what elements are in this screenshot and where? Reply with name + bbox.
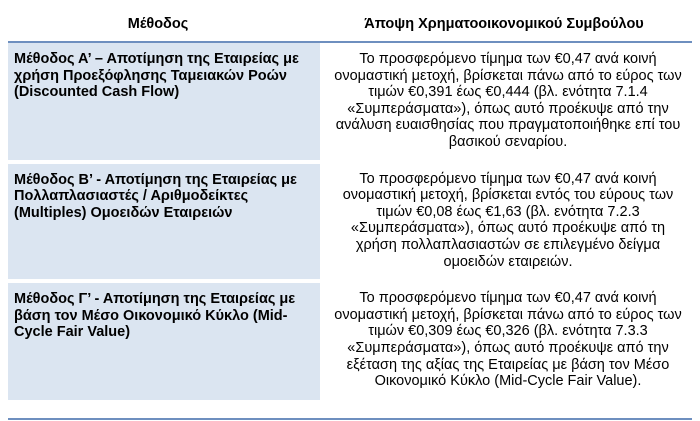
- table-header: [0, 0, 700, 42]
- table-row: [8, 281, 692, 401]
- table-bottom-divider: [8, 418, 692, 420]
- method-c-cell: Μέθοδος Γ’ - Αποτίμηση της Εταιρείας με βάση τον Μέσο Οικονομικό Κύκλο (Mid-Cycle Fair Value): [8, 281, 322, 401]
- valuation-methods-table: [8, 43, 692, 402]
- method-b-cell: Μέθοδος Β’ - Αποτίμηση της Εταιρείας με Πολλαπλασιαστές / Αριθμοδείκτες (Multiples) Ομοειδών Εταιρειών: [8, 162, 322, 282]
- method-a-opinion-cell: Το προσφερόμενο τίμημα των €0,47 ανά κοινή ονομαστική μετοχή, βρίσκεται πάνω από το εύρος των τιμών €0,391 έως €0,444 (βλ. ενότητα 7.1.4 «Συμπεράσματα»), όπως αυτό προέκυψε από την ανάλυση ευαισθησίας που πραγματοποιήθηκε επί του βασικού σεναρίου.: [322, 43, 692, 162]
- method-a-cell: Μέθοδος Α’ – Αποτίμηση της Εταιρείας με χρήση Προεξόφλησης Ταμειακών Ροών (Discounted Cash Flow): [8, 43, 322, 162]
- table-row: [8, 162, 692, 282]
- opinion-column-header: Άποψη Χρηματοοικονομικού Συμβούλου: [364, 16, 644, 32]
- method-c-opinion-cell: Το προσφερόμενο τίμημα των €0,47 ανά κοινή ονομαστική μετοχή, βρίσκεται πάνω από το εύρος των τιμών €0,309 έως €0,326 (βλ. ενότητα 7.3.3 «Συμπεράσματα»), όπως αυτό προέκυψε από την εξέταση της αξίας της Εταιρείας με βάση τον Μέσο Οικονομικό Κύκλο (Mid-Cycle Fair Value).: [322, 281, 692, 401]
- method-b-opinion-cell: Το προσφερόμενο τίμημα των €0,47 ανά κοινή ονομαστική μετοχή, βρίσκεται εντός του εύρους των τιμών €0,08 έως €1,63 (βλ. ενότητα 7.2.3 «Συμπεράσματα»), όπως αυτό προέκυψε από τη χρήση πολλαπλασιαστών σε επιλεγμένο δείγμα ομοειδών εταιρειών.: [322, 162, 692, 282]
- table-row: [8, 43, 692, 162]
- method-column-header: Μέθοδος: [127, 16, 189, 32]
